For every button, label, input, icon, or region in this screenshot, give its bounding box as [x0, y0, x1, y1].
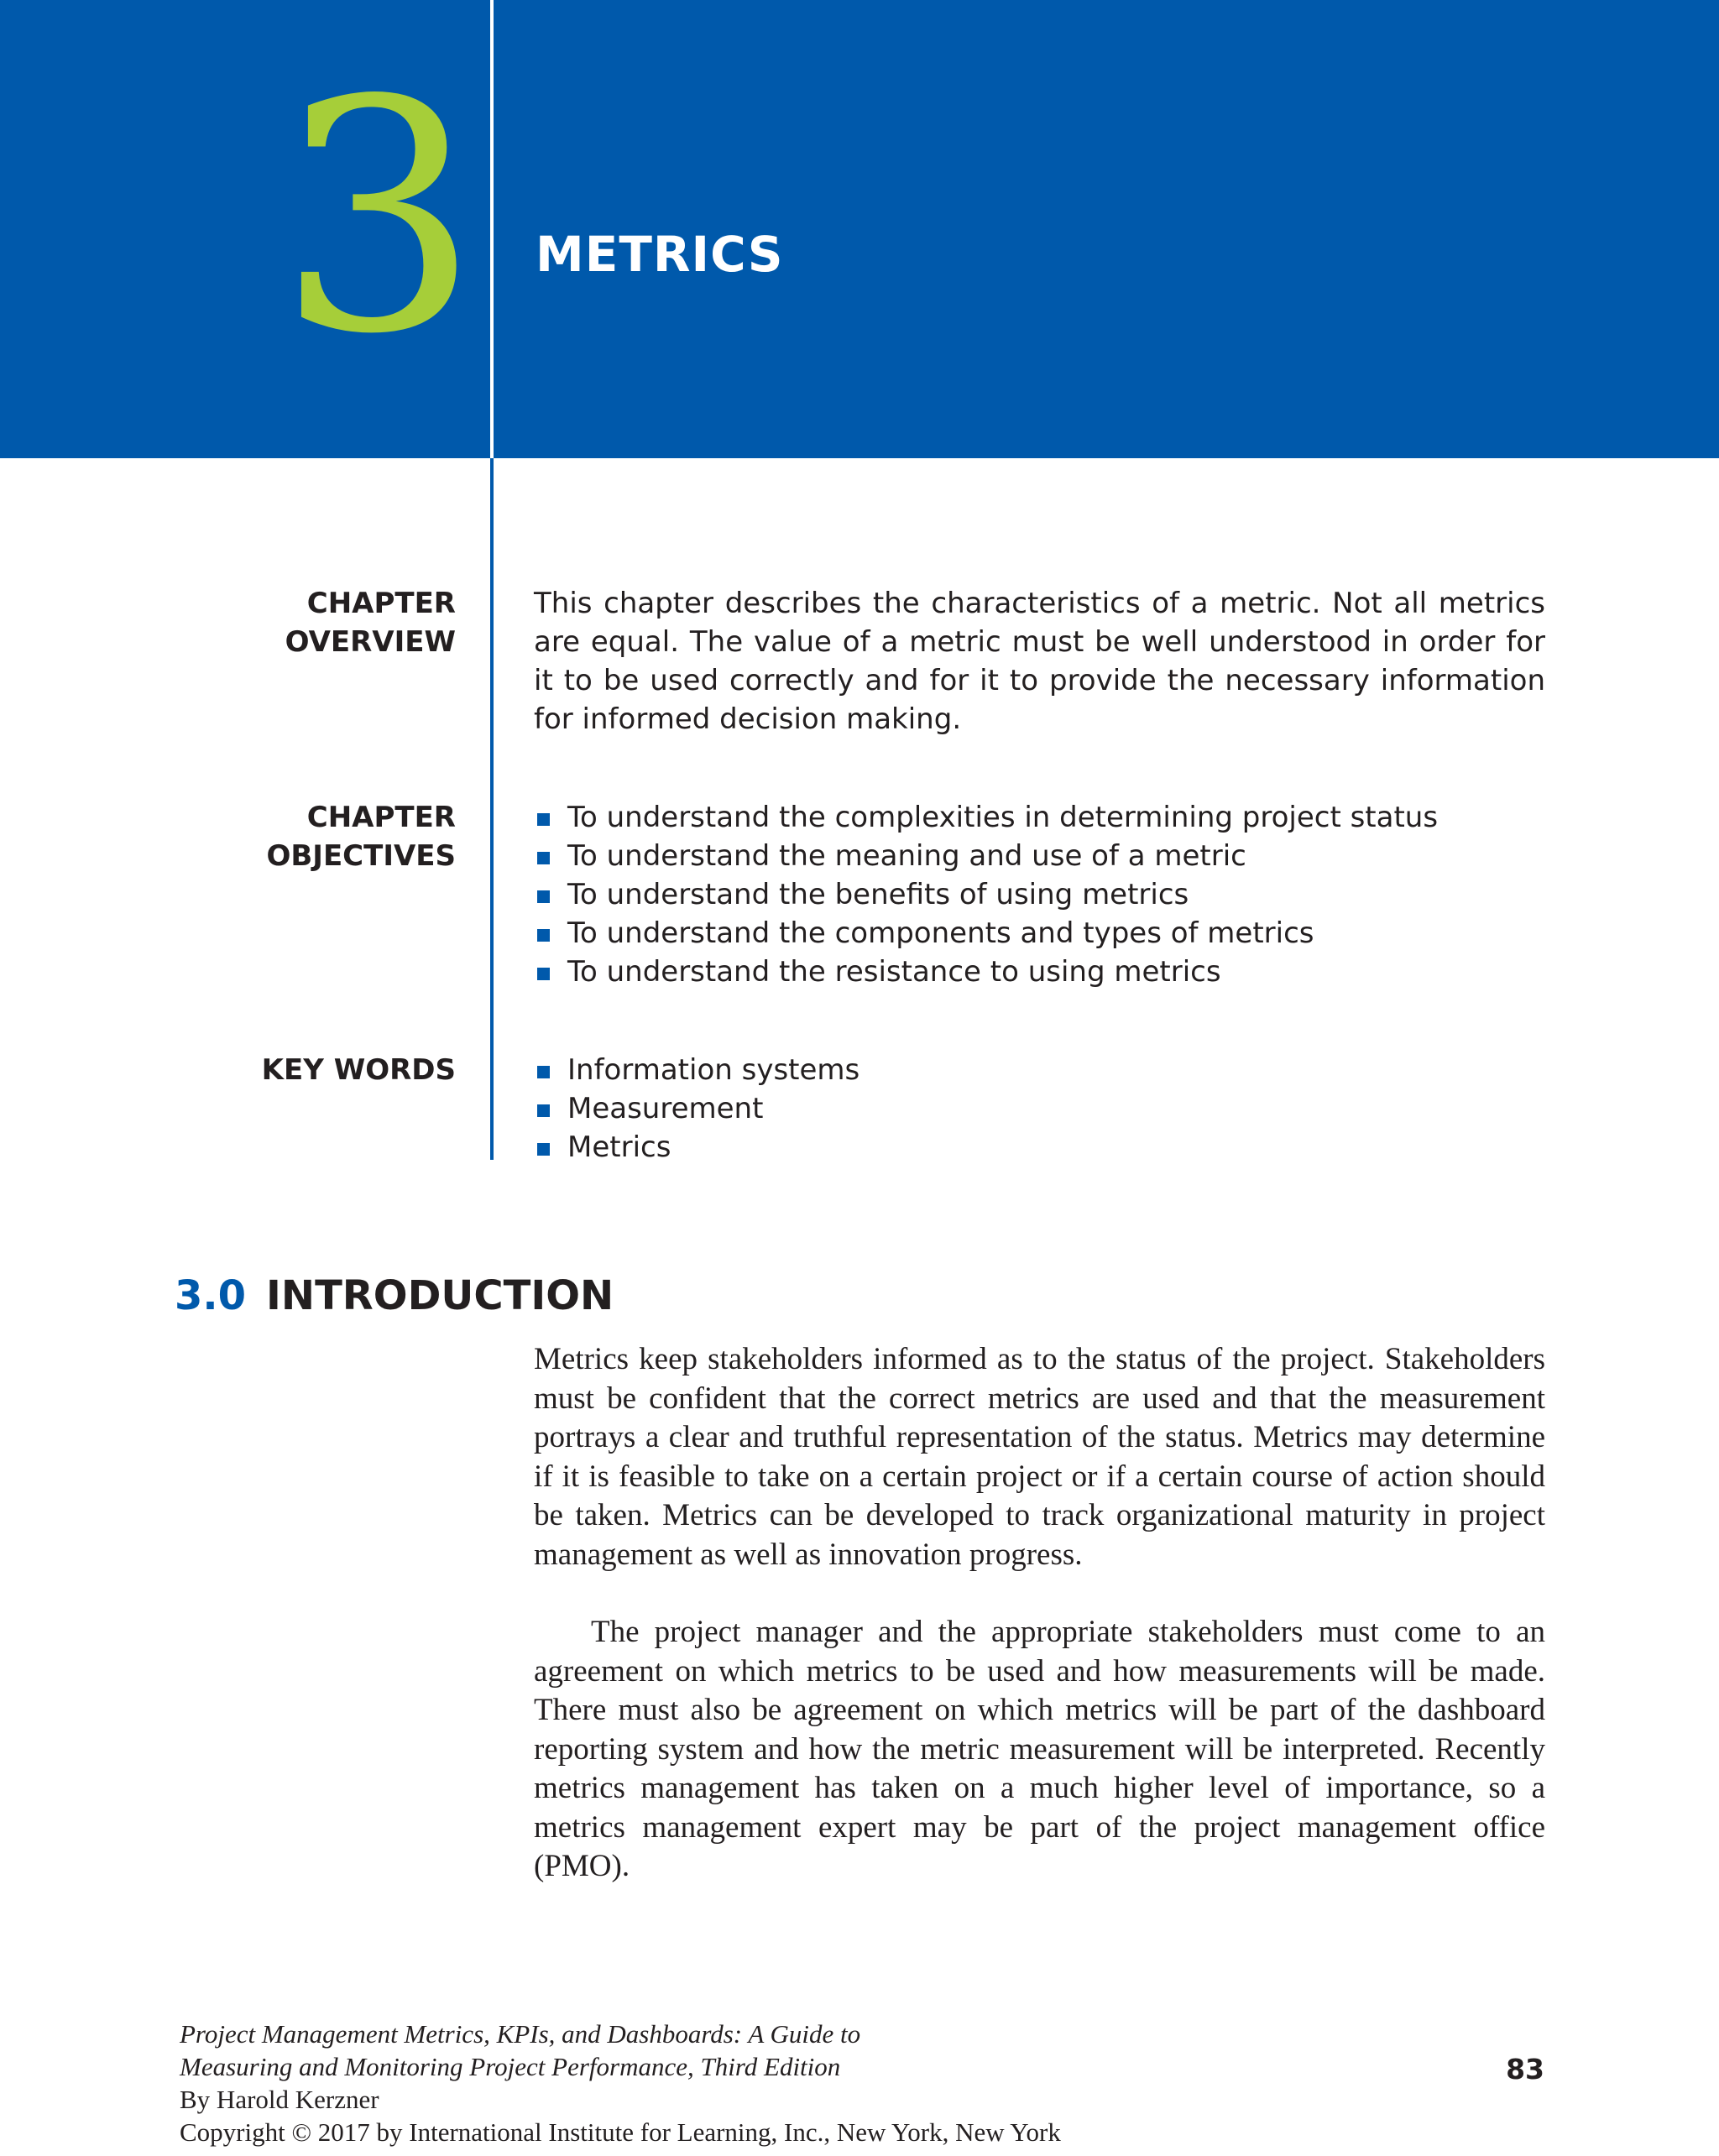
- list-item: [534, 914, 1438, 953]
- square-bullet-icon: [537, 1143, 550, 1156]
- intro-paragraph-2: The project manager and the appropriate stakeholders must come to an agreement on which metrics to be used and how measurements will be made. There must also be agreement on which metrics will be part of the dashboard reporting system and how the metric measurement will be interpreted. Recently metrics management has taken on a much higher level of importance, so a metrics management expert may be part of the project management office (PMO).: [534, 1615, 1545, 1883]
- section-number: 3.0: [175, 1272, 247, 1319]
- square-bullet-icon: [537, 1066, 550, 1078]
- section-title: INTRODUCTION: [266, 1272, 614, 1319]
- list-item-text: Information systems: [567, 1053, 860, 1087]
- section-heading: [175, 1269, 614, 1323]
- square-bullet-icon: [537, 813, 550, 826]
- list-item-text: To understand the meaning and use of a metric: [567, 839, 1246, 873]
- chapter-number: 3: [277, 32, 480, 404]
- chapter-banner: [0, 0, 1719, 458]
- margin-rule: [490, 458, 494, 1160]
- square-bullet-icon: [537, 890, 550, 903]
- list-item: [534, 837, 1438, 875]
- list-item-text: To understand the complexities in determining project status: [567, 801, 1439, 834]
- chapter-title: METRICS: [536, 226, 784, 283]
- list-item: [534, 875, 1438, 914]
- footer-book-title-line1: Project Management Metrics, KPIs, and Dashboards: A Guide to: [180, 2019, 861, 2049]
- list-item: [534, 953, 1438, 991]
- list-item: [534, 1051, 860, 1089]
- square-bullet-icon: [537, 929, 550, 942]
- list-item: [534, 1128, 860, 1167]
- objectives-label-line1: CHAPTER: [306, 801, 456, 834]
- square-bullet-icon: [537, 968, 550, 980]
- overview-label-line2: OVERVIEW: [285, 625, 456, 659]
- square-bullet-icon: [537, 852, 550, 864]
- square-bullet-icon: [537, 1104, 550, 1117]
- footer-book-title-line2: Measuring and Monitoring Project Performance, Third Edition: [180, 2052, 841, 2081]
- keywords-list: [534, 1051, 860, 1167]
- list-item-text: To understand the components and types of metrics: [567, 916, 1314, 950]
- banner-divider: [490, 0, 494, 458]
- list-item: [534, 798, 1438, 837]
- footer-copyright: Copyright © 2017 by International Institute for Learning, Inc., New York, New York: [180, 2117, 1061, 2147]
- list-item-text: To understand the resistance to using metrics: [567, 955, 1221, 989]
- list-item-text: Metrics: [567, 1130, 671, 1164]
- intro-paragraph-1: Metrics keep stakeholders informed as to the status of the project. Stakeholders must be confident that the correct metrics are used and that the measurement portrays a clear and truthful representation of the status. Metrics may determine if it is feasible to take on a certain project or if a certain course of action should be taken. Metrics can be developed to track organizational maturity in project management as well as innovation progress.: [534, 1342, 1545, 1572]
- objectives-label-line2: OBJECTIVES: [266, 839, 456, 873]
- overview-label-line1: CHAPTER: [306, 587, 456, 620]
- page-number: 83: [1506, 2053, 1544, 2086]
- keywords-label: KEY WORDS: [261, 1053, 456, 1087]
- list-item-text: To understand the benefits of using metrics: [567, 878, 1189, 911]
- objectives-list: [534, 798, 1438, 991]
- objectives-label: [266, 798, 456, 875]
- overview-label: [285, 584, 456, 661]
- footer-author: By Harold Kerzner: [180, 2085, 379, 2114]
- list-item: [534, 1089, 860, 1128]
- overview-text: This chapter describes the characteristics of a metric. Not all metrics are equal. The value of a metric must be well understood in order for it to be used correctly and for it to provide the necessary information for informed decision making.: [534, 587, 1545, 736]
- footer: [180, 2018, 1061, 2148]
- list-item-text: Measurement: [567, 1092, 764, 1125]
